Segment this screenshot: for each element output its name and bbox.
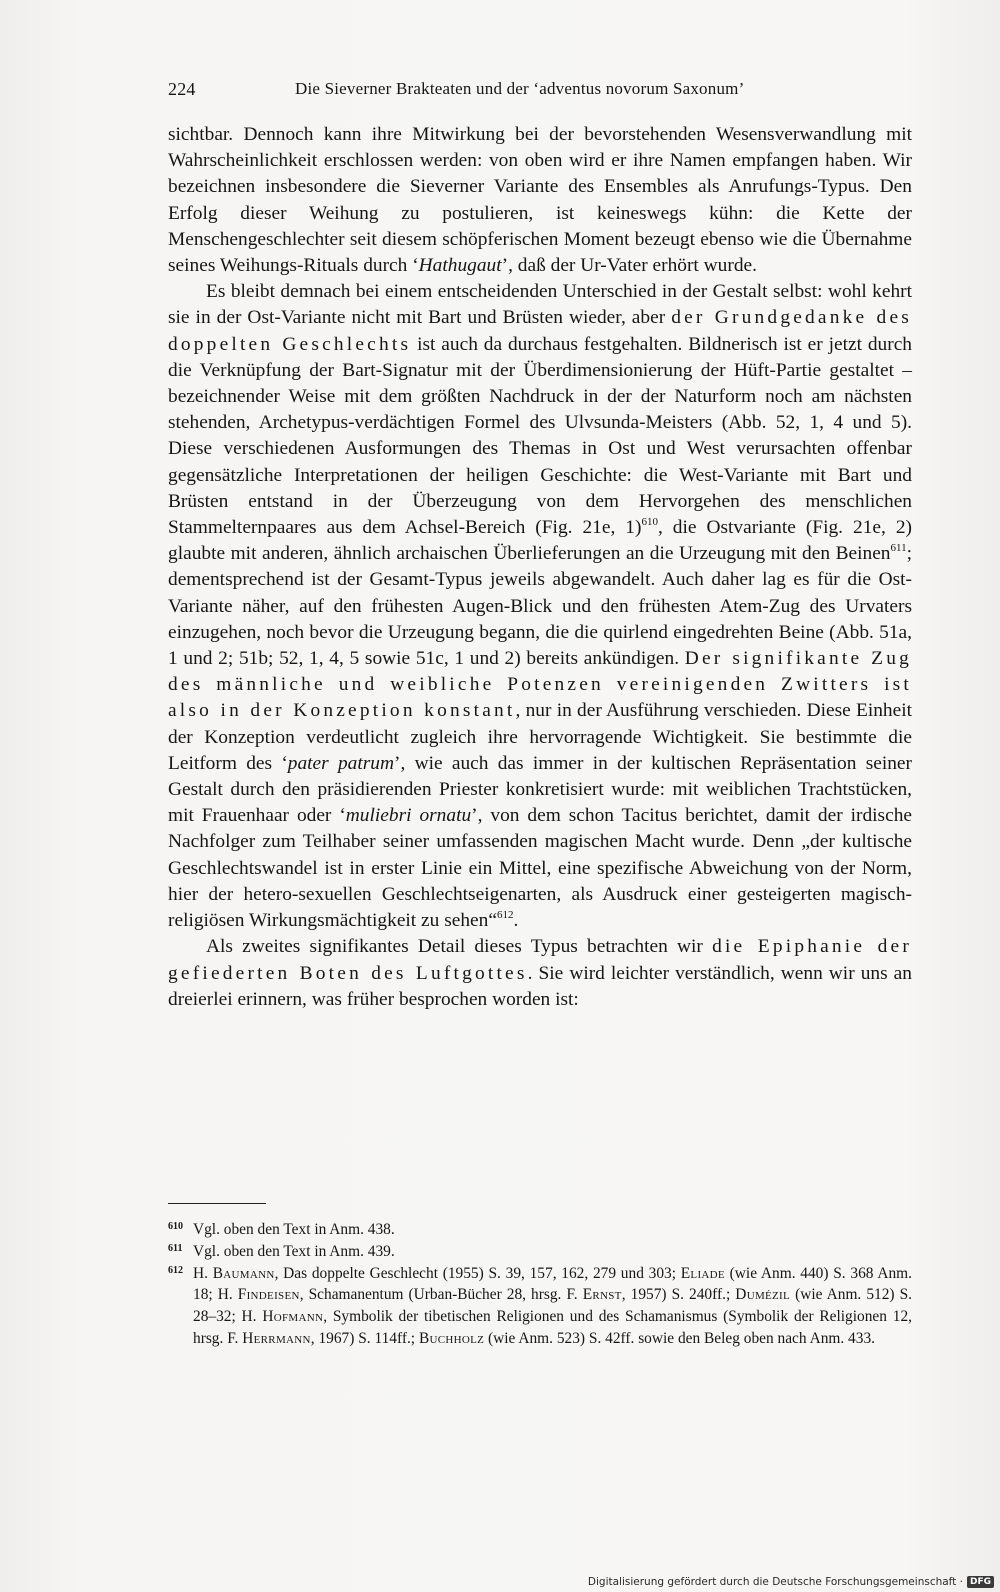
author-name: Eliade — [680, 1264, 725, 1282]
footnote-ref-612[interactable]: 612 — [496, 908, 514, 921]
footnote-text: Vgl. oben den Text in Anm. 438. — [193, 1221, 395, 1238]
text-run: ; dementsprechend ist der Gesamt-Typus jeweils abgewandelt. Auch daher lag es für die Ost-Variante näher, auf den frühesten Augen-Blick und den frühesten Atem-Zug des Urvaters einzugehen, noch bevor die Urzeugung begann, die die quirlend eingedrehten Beine (Abb. 51a, 1 und 2; 51b; 52, 1, 4, 5 sowie 51c, 1 und 2) bereits ankündigen. — [168, 543, 912, 670]
footnote-text: , 1957) S. 240ff.; — [621, 1286, 736, 1304]
text-run: Es bleibt demnach bei einem entscheidenden Unterschied in der Gestalt selbst: wohl kehrt sie in der Ost-Variante nicht mit Bart und Brüsten wieder, aber — [168, 281, 912, 329]
footnote-text: (wie Anm. 523) S. 42ff. sowie den Beleg oben nach Anm. 433. — [484, 1329, 875, 1347]
spaced-emphasis: Der signifikante Zug des männliche und weibliche Potenzen vereinigenden Zwitters ist also in der Konzeption konstant — [168, 648, 912, 722]
footnote-number: 610 — [168, 1221, 183, 1232]
body-text — [168, 122, 912, 1013]
footnote-divider — [168, 1203, 266, 1204]
text-run: ’, von dem schon Tacitus berichtet, damit der irdische Nachfolger zum Teilhaber seiner umfassenden magischen Macht wurde. Denn „der kultische Geschlechtswandel ist in erster Linie ein Mittel, eine spezifische Abweichung von der Norm, hier der hetero-sexuellen Geschlechtseigenarten, als Ausdruck einer gesteigerten magisch-religiösen Wirkungsmächtigkeit zu sehen“ — [168, 805, 912, 932]
footnote-612 — [168, 1263, 912, 1350]
footnote-text: , 1967) S. 114ff.; — [310, 1329, 419, 1347]
text-run: Als zweites signifikantes Detail dieses Typus betrachten wir — [206, 936, 713, 958]
paragraph-3 — [168, 934, 912, 1013]
footnote-text: (wie Anm. 440) S. 368 Anm. 18; H. — [193, 1264, 913, 1304]
text-run: ist auch da durchaus festgehalten. Bildnerisch ist er jetzt durch die Verknüpfung der Bart-Signatur mit der Überdimensionierung der Hüft-Partie gestaltet – bezeichnender Weise mit dem größten Nachdruck in der der Naturform noch am nächsten stehenden, Archetypus-verdächtigen Formel des Ulvsunda-Meisters (Abb. 52, 1, 4 und 5). Diese verschiedenen Ausformungen des Themas in Ost und West verursachten offenbar gegensätzliche Interpretationen der heiligen Geschichte: die West-Variante mit Bart und Brüsten entstand in der Überzeugung von dem Hervorgehen des menschlichen Stammelternpaares aus dem Achsel-Bereich (Fig. 21e, 1) — [168, 333, 912, 539]
footnote-ref-610[interactable]: 610 — [641, 515, 658, 528]
footnote-611 — [168, 1241, 912, 1263]
author-name: Baumann — [212, 1264, 275, 1282]
author-name: Findeisen — [237, 1286, 300, 1304]
spaced-emphasis: der Grundgedanke des doppelten Geschlechts — [168, 307, 912, 355]
text-run: . Sie wird leichter verständlich, wenn wir uns an dreierlei erinnern, was früher besprochen worden ist: — [168, 962, 912, 1010]
running-title: Die Sieverner Brakteaten und der ‘adventus novorum Saxonum’ — [295, 79, 745, 98]
digitization-footer — [588, 1576, 994, 1588]
text-run: , nur in der Ausführung verschieden. Diese Einheit der Konzeption verdeutlicht zugleich ihre hervorragende Wichtigkeit. Sie bestimmte die Leitform des ‘ — [168, 700, 913, 774]
paragraph-2 — [168, 279, 912, 934]
author-name: Herrmann — [242, 1329, 311, 1347]
footer-credit: Digitalisierung gefördert durch die Deutsche Forschungsgemeinschaft · — [587, 1576, 963, 1588]
italic-term: Hathugaut — [418, 255, 502, 277]
spaced-emphasis: die Epiphanie der gefiederten Boten des Luftgottes — [168, 936, 912, 984]
paragraph-1 — [168, 122, 912, 279]
text-run: , die Ostvariante (Fig. 21e, 2) glaubte mit anderen, ähnlich archaischen Überlieferungen an die Urzeugung mit den Beinen — [168, 517, 912, 565]
footnote-number: 611 — [168, 1242, 183, 1254]
footnote-text: , Schamanentum (Urban-Bücher 28, hrsg. F. — [299, 1286, 583, 1304]
author-name: Dumézil — [735, 1286, 791, 1304]
page-number: 224 — [168, 79, 196, 99]
footnote-text: Vgl. oben den Text in Anm. 439. — [193, 1242, 395, 1260]
footnote-text: , Das doppelte Geschlecht (1955) S. 39, 157, 162, 279 und 303; — [274, 1264, 681, 1282]
text-run: ’, daß der Ur-Vater erhört wurde. — [501, 255, 757, 277]
author-name: Ernst — [582, 1286, 622, 1304]
footnote-text: (wie Anm. 512) S. 28–32; H. — [193, 1286, 912, 1326]
italic-term: muliebri ornatu — [345, 805, 472, 827]
footnote-text: , Symbolik der tibetischen Religionen und des Schamanismus (Symbolik der Religionen 12, hrsg. F. — [193, 1308, 912, 1347]
text-run: . — [513, 910, 519, 932]
author-name: Buchholz — [418, 1329, 485, 1347]
footnotes — [168, 1219, 912, 1350]
footnote-number: 612 — [168, 1264, 183, 1276]
dfg-logo: DFG — [967, 1576, 994, 1588]
text-run: ’, wie auch das immer in der kultischen Repräsentation seiner Gestalt durch den präsidierenden Priester konkretisiert wurde: mit weiblichen Trachtstücken, mit Frauenhaar oder ‘ — [168, 752, 912, 827]
author-name: Hofmann — [262, 1308, 324, 1326]
footnote-ref-611[interactable]: 611 — [890, 541, 907, 554]
text-run: sichtbar. Dennoch kann ihre Mitwirkung bei der bevorstehenden Wesensverwandlung mit Wahrscheinlichkeit erschlossen werden: von oben wird er ihre Namen empfangen haben. Wir bezeichnen insbesondere die Sieverner Variante des Ensembles als Anrufungs-Typus. Den Erfolg dieser Weihung zu postulieren, ist keineswegs kühn: die Kette der Menschengeschlechter seit diesem schöpferischen Moment bezeugt ebenso wie die Übernahme seines Weihungs-Rituals durch ‘ — [168, 124, 912, 277]
footnote-text: H. — [193, 1264, 213, 1282]
page-header — [168, 76, 910, 102]
italic-term: pater patrum — [287, 752, 395, 774]
footnote-610 — [168, 1219, 912, 1241]
